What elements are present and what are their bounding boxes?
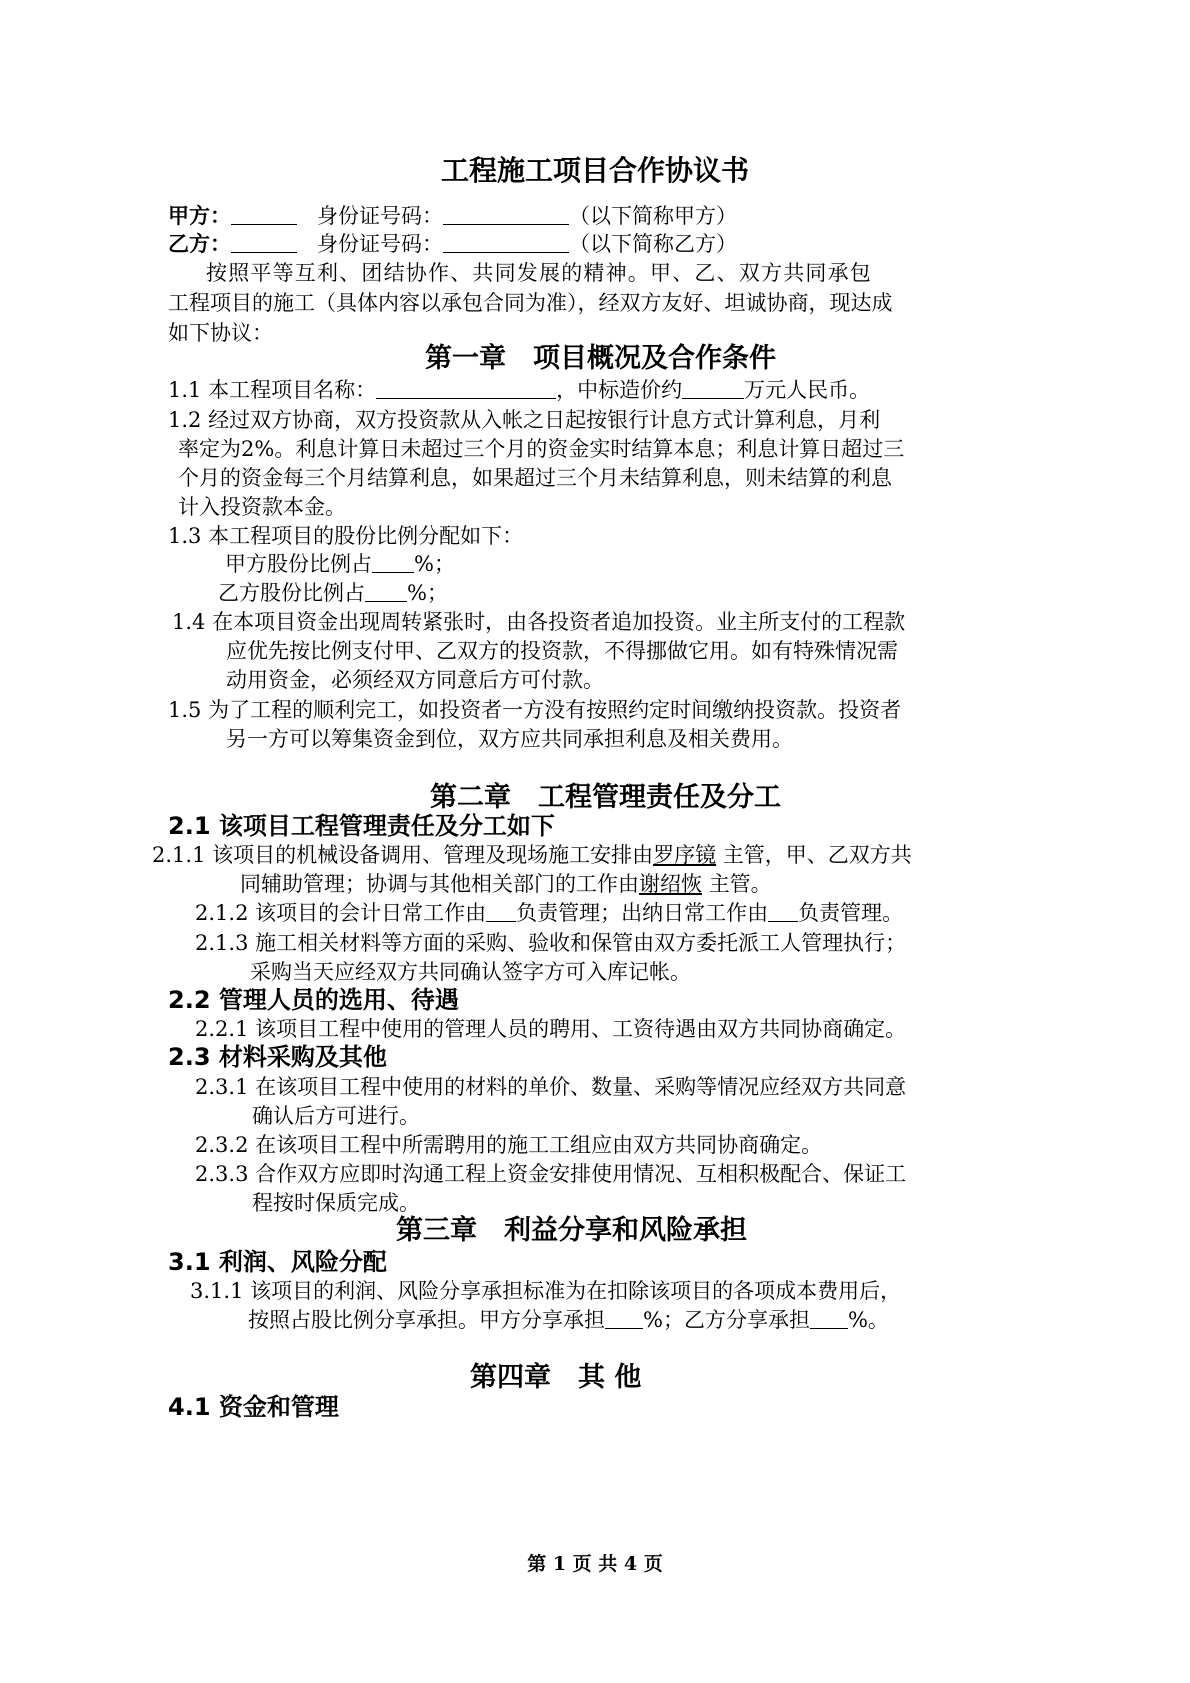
party-b-id-label: 身份证号码： [317, 232, 444, 256]
bid-amount-blank [682, 378, 744, 399]
clause-2-3-1-line-1: 2.3.1 在该项目工程中使用的材料的单价、数量、采购等情况应经双方共同意 [195, 1075, 907, 1099]
intro-line-3: 如下协议： [168, 321, 273, 345]
party-a-id-blank [443, 204, 569, 225]
clause-1-4-line-3: 动用资金，必须经双方同意后方可付款。 [226, 668, 604, 692]
clause-3-1-1-line-1: 3.1.1 该项目的利润、风险分享承担标准为在扣除该项目的各项成本费用后， [190, 1279, 902, 1303]
clause-3-1-1-text-c: %。 [847, 1308, 889, 1332]
clause-2-1-1-text-d: 主管。 [708, 872, 772, 896]
party-a-suffix: （以下简称甲方） [569, 204, 738, 228]
party-b-suffix: （以下简称乙方） [569, 232, 738, 256]
share-b-blank [365, 581, 407, 602]
manager-name-1: 罗序镜 [653, 843, 717, 867]
chapter-3-title: 第三章 利益分享和风险承担 [396, 1215, 747, 1246]
clause-2-1-2-text-c: 负责管理。 [798, 901, 904, 925]
share-a-line [225, 549, 455, 579]
accountant-blank [486, 901, 516, 922]
chapter-1-title: 第一章 项目概况及合作条件 [425, 343, 776, 374]
section-2-1-title: 2.1 该项目工程管理责任及分工如下 [168, 812, 555, 840]
share-b-label: 乙方股份比例占 [218, 581, 365, 605]
intro-line-1: 按照平等互利、团结协作、共同发展的精神。甲、乙、双方共同承包 [206, 261, 872, 285]
clause-1-2-line-3: 个月的资金每三个月结算利息，如果超过三个月未结算利息，则未结算的利息 [178, 466, 892, 490]
section-2-2-title: 2.2 管理人员的选用、待遇 [168, 986, 459, 1014]
share-a-label: 甲方股份比例占 [225, 552, 372, 576]
chapter-2-title: 第二章 工程管理责任及分工 [430, 782, 781, 813]
party-a-label: 甲方： [168, 204, 231, 228]
intro-line-2: 工程项目的施工（具体内容以承包合同为准），经双方友好、坦诚协商，现达成 [168, 291, 893, 315]
clause-1-4-line-2: 应优先按比例支付甲、乙双方的投资款，不得挪做它用。如有特殊情况需 [226, 639, 898, 663]
section-4-1-title: 4.1 资金和管理 [168, 1393, 339, 1421]
document-title: 工程施工项目合作协议书 [440, 154, 749, 187]
party-b-name-blank [231, 232, 297, 253]
clause-1-2-line-4: 计入投资款本金。 [178, 495, 346, 519]
clause-1-5-line-1: 1.5 为了工程的顺利完工，如投资者一方没有按照约定时间缴纳投资款。投资者 [168, 698, 902, 722]
clause-1-5-line-2: 另一方可以筹集资金到位，双方应共同承担利息及相关费用。 [226, 727, 793, 751]
share-b-line [218, 578, 448, 608]
project-name-blank [376, 378, 556, 399]
chapter-4-title: 第四章 其 他 [470, 1362, 642, 1393]
share-a-blank [372, 552, 414, 573]
party-a-id-label: 身份证号码： [317, 204, 444, 228]
party-b-id-blank [443, 232, 569, 253]
clause-2-1-1-line-1 [152, 840, 912, 870]
section-3-1-title: 3.1 利润、风险分配 [168, 1248, 387, 1276]
clause-1-4-line-1: 1.4 在本项目资金出现周转紧张时，由各投资者追加投资。业主所支付的工程款 [172, 610, 906, 634]
clause-2-1-2-text-b: 负责管理；出纳日常工作由 [516, 901, 769, 925]
clause-2-3-1-line-2: 确认后方可进行。 [252, 1104, 420, 1128]
clause-2-1-1-text-c: 同辅助管理；协调与其他相关部门的工作由 [240, 872, 639, 896]
clause-2-1-1-text-a: 2.1.1 该项目的机械设备调用、管理及现场施工安排由 [152, 843, 654, 867]
clause-2-1-3-line-2: 采购当天应经双方共同确认签字方可入库记帐。 [250, 960, 691, 984]
clause-2-2-1: 2.2.1 该项目工程中使用的管理人员的聘用、工资待遇由双方共同协商确定。 [195, 1017, 907, 1041]
cashier-blank [768, 901, 798, 922]
party-a-name-blank [231, 204, 297, 225]
clause-2-3-2: 2.3.2 在该项目工程中所需聘用的施工工组应由双方共同协商确定。 [195, 1133, 823, 1157]
clause-2-1-1-line-2 [240, 869, 772, 899]
clause-3-1-1-text-a: 按照占股比例分享承担。甲方分享承担 [248, 1308, 605, 1332]
share-profit-a-blank [605, 1308, 643, 1329]
clause-1-2-line-1: 1.2 经过双方协商，双方投资款从入帐之日起按银行计息方式计算利息，月利 [168, 408, 881, 432]
clause-2-3-3-line-2: 程按时保质完成。 [252, 1191, 420, 1215]
clause-1-1-mid: ，中标造价约 [556, 378, 683, 402]
party-b-line [168, 229, 737, 259]
clause-1-1-label: 1.1 本工程项目名称： [168, 378, 377, 402]
clause-2-1-2-text-a: 2.1.2 该项目的会计日常工作由 [195, 901, 487, 925]
clause-2-3-3-line-1: 2.3.3 合作双方应即时沟通工程上资金安排使用情况、互相积极配合、保证工 [195, 1162, 907, 1186]
party-b-label: 乙方： [168, 232, 231, 256]
party-a-line [168, 201, 737, 231]
clause-2-1-1-text-b: 主管，甲、乙双方共 [722, 843, 912, 867]
clause-1-1 [168, 375, 870, 405]
manager-name-2: 谢绍恢 [639, 872, 702, 896]
clause-1-3: 1.3 本工程项目的股份比例分配如下： [168, 524, 524, 548]
clause-3-1-1-line-2 [248, 1305, 889, 1335]
page-footer: 第 1 页 共 4 页 [527, 1553, 663, 1575]
share-profit-b-blank [810, 1308, 848, 1329]
section-2-3-title: 2.3 材料采购及其他 [168, 1043, 387, 1071]
share-b-unit: %； [407, 581, 448, 605]
clause-3-1-1-text-b: %；乙方分享承担 [643, 1308, 810, 1332]
clause-1-1-end: 万元人民币。 [744, 378, 871, 402]
clause-2-1-3-line-1: 2.1.3 施工相关材料等方面的采购、验收和保管由双方委托派工人管理执行； [195, 931, 907, 955]
share-a-unit: %； [414, 552, 455, 576]
clause-2-1-2 [195, 898, 903, 928]
clause-1-2-line-2: 率定为2%。利息计算日未超过三个月的资金实时结算本息；利息计算日超过三 [178, 437, 905, 461]
